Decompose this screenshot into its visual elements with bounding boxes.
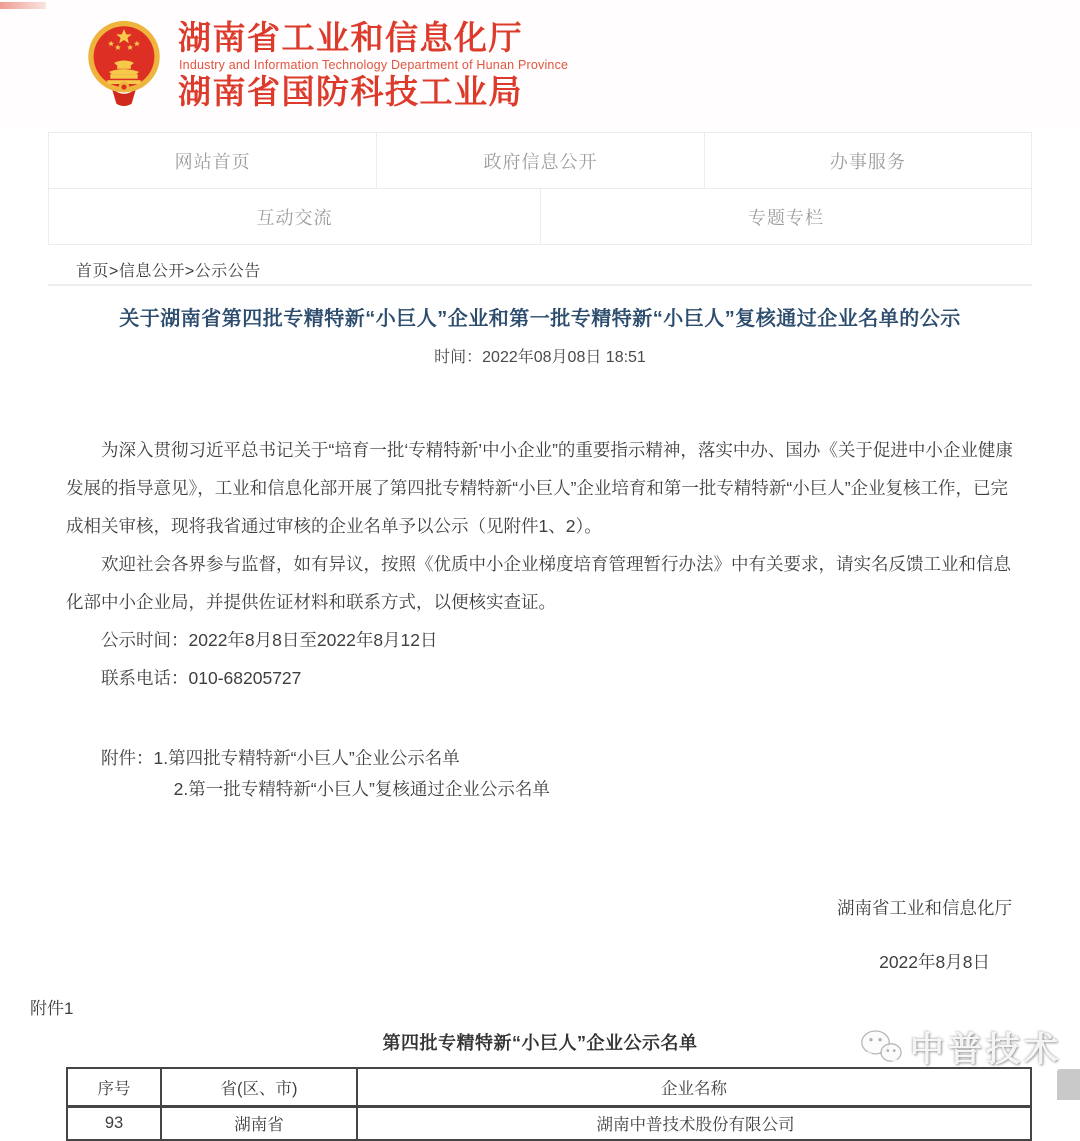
org-name-english: Industry and Information Technology Department of Hunan Province [179,57,569,72]
article-body [66,431,1016,981]
table-row [67,1106,1031,1140]
header-province: 省(区、市) [161,1068,357,1106]
article-title: 关于湖南省第四批专精特新“小巨人”企业和第一批专精特新“小巨人”复核通过企业名单的公示 [119,308,961,330]
contact-phone: 联系电话：010-68205727 [101,668,302,688]
nav-row-2 [48,189,1032,245]
article-paragraph-1: 为深入贯彻习近平总书记关于“培育一批‘专精特新’中小企业”的重要指示精神，落实中办、国办《关于促进中小企业健康发展的指导意见》，工业和信息化部开展了第四批专精特新“小巨人”企业培育和第一批专精特新“小巨人”企业复核工作，已完成相关审核，现将我省通过审核的企业名单予以公示（见附件1、2）。 [66,440,1013,536]
cell-seq: 93 [67,1106,161,1140]
cell-company: 湖南中普技术股份有限公司 [357,1106,1031,1140]
org-name-primary: 湖南省工业和信息化厅 [178,18,523,56]
nav-item-gov-info[interactable]: 政府信息公开 [376,133,703,188]
nav-item-interaction[interactable]: 互动交流 [256,207,333,228]
cell-province: 湖南省 [161,1106,357,1140]
attachment-link-2[interactable]: 2.第一批专精特新“小巨人”复核通过企业公示名单 [173,779,550,799]
table-header-row [67,1068,1031,1106]
scrollbar-thumb[interactable] [1057,1069,1080,1100]
header-seq: 序号 [67,1068,161,1106]
nav-item-special-columns[interactable]: 专题专栏 [540,189,1031,244]
main-navigation [48,132,1032,245]
company-list-table [66,1067,1032,1141]
site-header [0,0,1080,130]
attachments-list [66,743,1016,805]
watermark-text: 中普技术 [910,1031,1062,1069]
publicity-period: 公示时间：2022年8月8日至2022年8月12日 [101,630,438,650]
header-titles [178,20,568,111]
signature-block [66,889,1016,981]
attachment1-table-title: 第四批专精特新“小巨人”企业公示名单 [382,1033,698,1053]
signature-org: 湖南省工业和信息化厅 [837,898,1012,918]
attachment1-label: 附件1 [30,999,74,1018]
nav-item-home[interactable]: 网站首页 [174,151,251,172]
org-name-secondary: 湖南省国防科技工业局 [178,72,523,110]
article-paragraph-2: 欢迎社会各界参与监督，如有异议，按照《优质中小企业梯度培育管理暂行办法》中有关要求，请实名反馈工业和信息化部中小企业局，并提供佐证材料和联系方式，以便核实查证。 [66,554,1011,612]
nav-item-services[interactable]: 办事服务 [704,133,1031,188]
scan-artifact-dash [0,2,46,9]
attachment-link-1[interactable]: 附件：1.第四批专精特新“小巨人”企业公示名单 [101,748,460,768]
breadcrumb-bar [48,245,1032,286]
national-emblem-icon [86,17,162,113]
breadcrumb[interactable]: 首页>信息公开>公示公告 [76,263,261,280]
nav-row-1 [48,132,1032,189]
signature-date: 2022年8月8日 [879,952,990,972]
header-company: 企业名称 [357,1068,1031,1106]
article-timestamp: 时间：2022年08月08日 18:51 [434,349,646,366]
